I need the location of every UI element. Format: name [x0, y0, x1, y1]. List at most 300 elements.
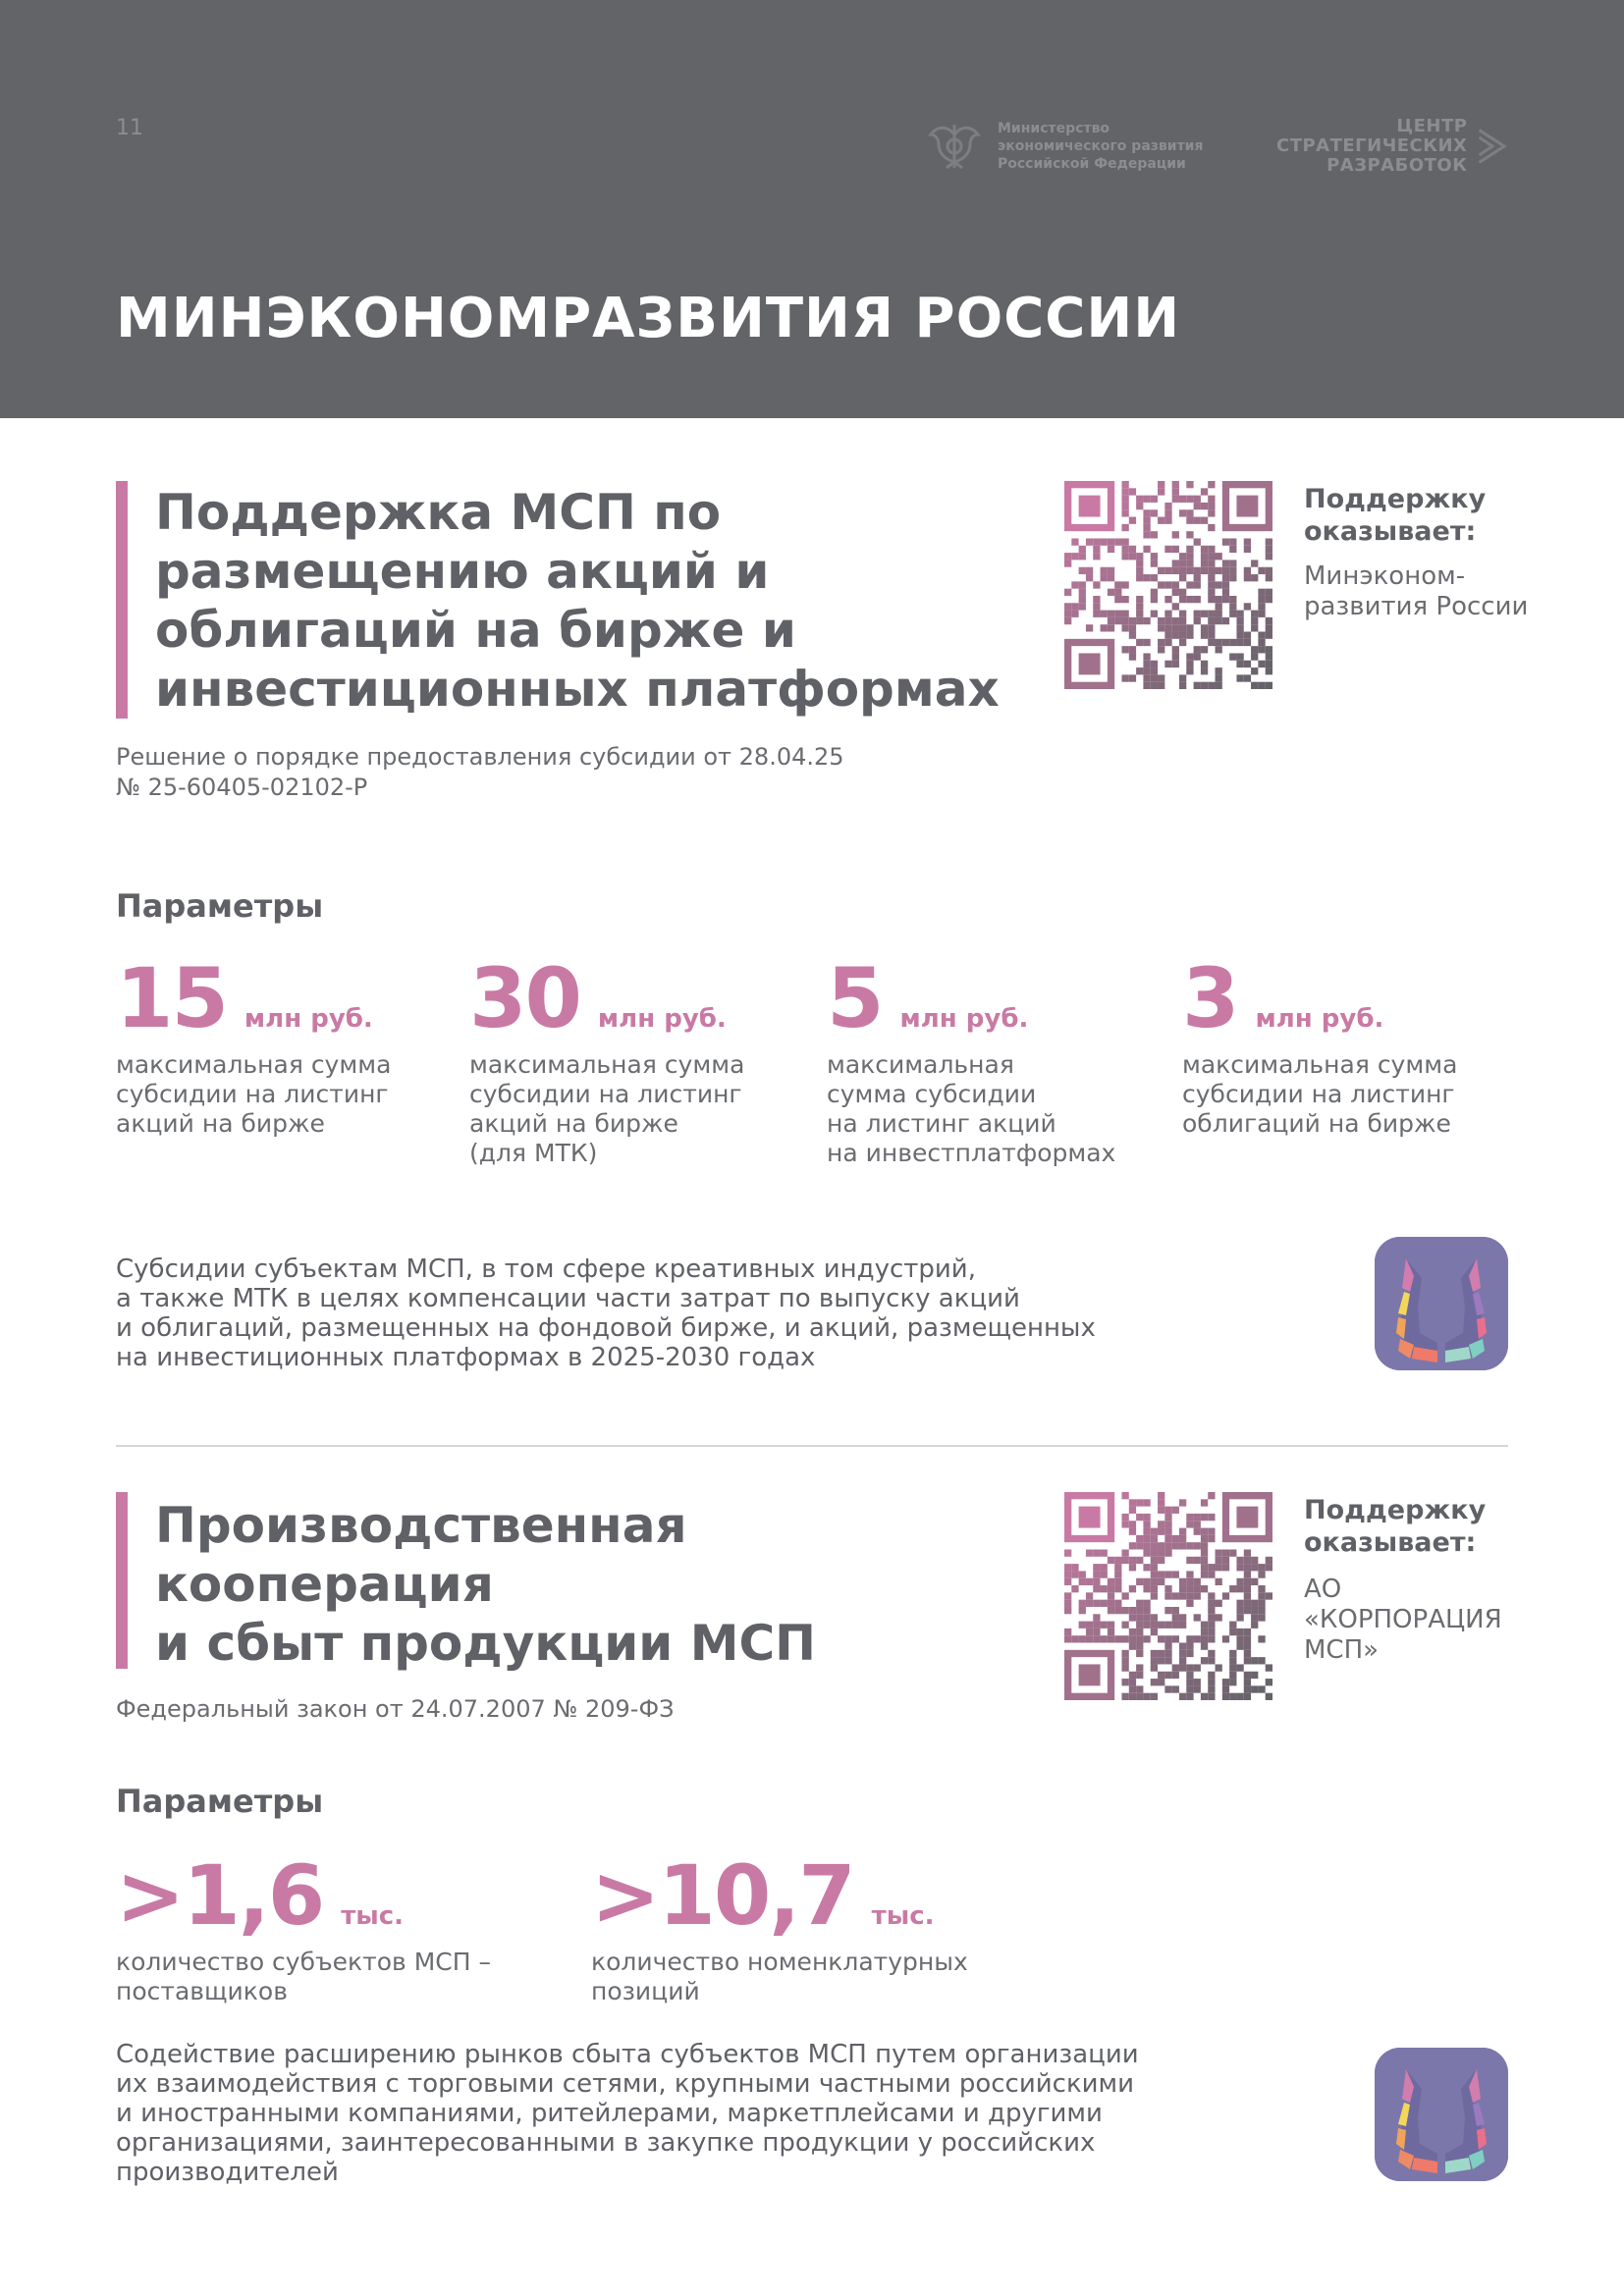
qr-finder — [1236, 1507, 1258, 1528]
qr-module — [1266, 632, 1272, 639]
qr-module — [1121, 1635, 1128, 1642]
qr-module — [1064, 589, 1071, 596]
qr-module — [1201, 1528, 1208, 1535]
qr-module — [1266, 1557, 1272, 1564]
qr-module — [1244, 1607, 1251, 1614]
qr-module — [1164, 1542, 1171, 1549]
section2-app-icon[interactable] — [1375, 2048, 1508, 2181]
qr-module — [1208, 624, 1215, 631]
qr-module — [1172, 661, 1179, 667]
qr-module — [1101, 624, 1108, 631]
qr-module — [1164, 1635, 1171, 1642]
qr-module — [1216, 1549, 1222, 1556]
qr-module — [1079, 1571, 1086, 1577]
qr-module — [1158, 1679, 1164, 1685]
qr-module — [1136, 1600, 1143, 1607]
qr-module — [1129, 1607, 1136, 1614]
qr-module — [1121, 524, 1128, 531]
qr-module — [1172, 1635, 1179, 1642]
qr-module — [1172, 1622, 1179, 1629]
qr-module — [1208, 1635, 1215, 1642]
qr-module — [1143, 1614, 1150, 1621]
qr-module — [1179, 496, 1186, 503]
qr-module — [1258, 1657, 1265, 1664]
qr-module — [1194, 1679, 1201, 1685]
qr-module — [1201, 682, 1208, 689]
qr-module — [1208, 589, 1215, 596]
qr-module — [1186, 1679, 1193, 1685]
qr-module — [1194, 1514, 1201, 1521]
qr-module — [1244, 1635, 1251, 1642]
qr-module — [1129, 488, 1136, 495]
qr-module — [1236, 1693, 1243, 1700]
qr-module — [1121, 1521, 1128, 1527]
qr-module — [1179, 553, 1186, 560]
qr-module — [1064, 553, 1071, 560]
qr-module — [1251, 1622, 1258, 1629]
qr-module — [1194, 1528, 1201, 1535]
qr-module — [1194, 1614, 1201, 1621]
qr-module — [1186, 596, 1193, 603]
qr-module — [1186, 567, 1193, 574]
qr-module — [1121, 1693, 1128, 1700]
qr-module — [1216, 639, 1222, 646]
qr-module — [1194, 538, 1201, 545]
qr-module — [1151, 553, 1158, 560]
qr-module — [1216, 1614, 1222, 1621]
qr-module — [1186, 1557, 1193, 1564]
qr-module — [1208, 682, 1215, 689]
qr-module — [1244, 1592, 1251, 1599]
qr-module — [1164, 1571, 1171, 1577]
qr-module — [1194, 646, 1201, 653]
qr-module — [1201, 661, 1208, 667]
qr-module — [1129, 1643, 1136, 1650]
qr-module — [1216, 1664, 1222, 1671]
qr-module — [1172, 481, 1179, 488]
qr-module — [1172, 624, 1179, 631]
qr-module — [1179, 574, 1186, 581]
qr-module — [1101, 1600, 1108, 1607]
qr-module — [1136, 1643, 1143, 1650]
qr-module — [1129, 1499, 1136, 1506]
qr-module — [1201, 1549, 1208, 1556]
qr-module — [1136, 1607, 1143, 1614]
qr-module — [1129, 1614, 1136, 1621]
qr-module — [1143, 1549, 1150, 1556]
qr-module — [1143, 1542, 1150, 1549]
qr-module — [1151, 1535, 1158, 1542]
qr-module — [1172, 1542, 1179, 1549]
qr-module — [1158, 1521, 1164, 1527]
qr-module — [1114, 1600, 1121, 1607]
section1-params-label: Параметры — [116, 887, 324, 925]
qr-module — [1266, 596, 1272, 603]
qr-module — [1136, 574, 1143, 581]
qr-module — [1108, 624, 1114, 631]
page-number: 11 — [116, 116, 143, 140]
qr-module — [1216, 553, 1222, 560]
qr-module — [1129, 1521, 1136, 1527]
qr-module — [1108, 1607, 1114, 1614]
qr-module — [1136, 1650, 1143, 1657]
qr-module — [1251, 574, 1258, 581]
qr-module — [1186, 653, 1193, 660]
qr-module — [1136, 596, 1143, 603]
qr-module — [1086, 624, 1093, 631]
qr-module — [1143, 661, 1150, 667]
qr-module — [1129, 632, 1136, 639]
section2-accent-bar — [116, 1492, 128, 1669]
qr-module — [1208, 611, 1215, 617]
qr-module — [1208, 1607, 1215, 1614]
csr-mark-icon — [1475, 117, 1512, 176]
qr-module — [1158, 488, 1164, 495]
qr-module — [1143, 1514, 1150, 1521]
qr-module — [1164, 1535, 1171, 1542]
qr-module — [1093, 581, 1100, 588]
qr-module — [1222, 1564, 1229, 1571]
qr-module — [1194, 496, 1201, 503]
qr-module — [1129, 617, 1136, 624]
qr-module — [1129, 646, 1136, 653]
qr-module — [1172, 653, 1179, 660]
section2-qr-code[interactable] — [1064, 1492, 1272, 1700]
qr-module — [1194, 617, 1201, 624]
section1-stat — [469, 950, 745, 1168]
section1-support-label: Поддержку оказывает: — [1304, 484, 1487, 547]
qr-module — [1093, 546, 1100, 553]
qr-module — [1093, 603, 1100, 610]
qr-module — [1186, 1571, 1193, 1577]
qr-module — [1208, 509, 1215, 516]
stat-value: >1,6 — [116, 1847, 324, 1944]
qr-module — [1164, 1521, 1171, 1527]
qr-module — [1158, 1492, 1164, 1499]
qr-module — [1236, 1564, 1243, 1571]
qr-module — [1114, 617, 1121, 624]
qr-module — [1143, 546, 1150, 553]
qr-module — [1179, 1657, 1186, 1664]
stat-unit: млн руб. — [244, 1004, 373, 1034]
qr-module — [1164, 1685, 1171, 1692]
qr-module — [1251, 1564, 1258, 1571]
qr-module — [1244, 639, 1251, 646]
qr-module — [1266, 1564, 1272, 1571]
qr-module — [1216, 682, 1222, 689]
qr-module — [1236, 1557, 1243, 1564]
qr-module — [1222, 1679, 1229, 1685]
qr-module — [1064, 1629, 1071, 1635]
qr-module — [1079, 589, 1086, 596]
qr-module — [1101, 1549, 1108, 1556]
qr-module — [1236, 639, 1243, 646]
stat-value: 5 — [827, 950, 883, 1046]
stat-description: максимальная сумма субсидии на листинг акций на инвестплатформах — [827, 1050, 1116, 1167]
qr-module — [1143, 531, 1150, 538]
qr-module — [1229, 574, 1236, 581]
qr-module — [1079, 546, 1086, 553]
qr-module — [1186, 1643, 1193, 1650]
qr-module — [1236, 1585, 1243, 1592]
qr-module — [1158, 1528, 1164, 1535]
qr-module — [1258, 596, 1265, 603]
qr-module — [1172, 1607, 1179, 1614]
qr-module — [1086, 538, 1093, 545]
qr-module — [1121, 596, 1128, 603]
qr-module — [1179, 1693, 1186, 1700]
qr-module — [1179, 632, 1186, 639]
qr-module — [1194, 611, 1201, 617]
qr-module — [1186, 1664, 1193, 1671]
qr-module — [1208, 1622, 1215, 1629]
qr-module — [1164, 1585, 1171, 1592]
qr-module — [1143, 1607, 1150, 1614]
qr-module — [1186, 553, 1193, 560]
qr-module — [1108, 611, 1114, 617]
qr-module — [1143, 682, 1150, 689]
qr-module — [1143, 639, 1150, 646]
qr-module — [1251, 682, 1258, 689]
section1-qr-code[interactable] — [1064, 481, 1272, 689]
qr-module — [1244, 1549, 1251, 1556]
qr-module — [1208, 581, 1215, 588]
qr-module — [1266, 1693, 1272, 1700]
qr-module — [1121, 617, 1128, 624]
qr-module — [1158, 567, 1164, 574]
section2-subtitle: Федеральный закон от 24.07.2007 № 209-ФЗ — [116, 1695, 675, 1723]
qr-module — [1251, 1657, 1258, 1664]
qr-module — [1151, 1664, 1158, 1671]
qr-module — [1143, 524, 1150, 531]
qr-module — [1208, 1657, 1215, 1664]
qr-module — [1129, 1693, 1136, 1700]
qr-module — [1121, 674, 1128, 681]
section-divider — [116, 1445, 1508, 1447]
qr-module — [1108, 589, 1114, 596]
qr-module — [1244, 1643, 1251, 1650]
qr-module — [1258, 1685, 1265, 1692]
qr-module — [1158, 674, 1164, 681]
qr-module — [1201, 1657, 1208, 1664]
qr-module — [1266, 574, 1272, 581]
qr-module — [1079, 1578, 1086, 1585]
qr-module — [1172, 1664, 1179, 1671]
qr-module — [1086, 1629, 1093, 1635]
qr-module — [1244, 1650, 1251, 1657]
qr-module — [1151, 509, 1158, 516]
app-logo-icon — [1375, 2048, 1508, 2181]
stat-unit: млн руб. — [1255, 1004, 1384, 1034]
qr-module — [1186, 1685, 1193, 1692]
qr-module — [1208, 1514, 1215, 1521]
qr-module — [1194, 1685, 1201, 1692]
qr-module — [1143, 1499, 1150, 1506]
qr-module — [1064, 1592, 1071, 1599]
qr-module — [1086, 567, 1093, 574]
qr-module — [1114, 1564, 1121, 1571]
qr-module — [1201, 646, 1208, 653]
qr-module — [1108, 617, 1114, 624]
qr-module — [1208, 496, 1215, 503]
qr-module — [1216, 581, 1222, 588]
qr-module — [1101, 1564, 1108, 1571]
qr-module — [1201, 1693, 1208, 1700]
qr-module — [1114, 1578, 1121, 1585]
qr-module — [1244, 661, 1251, 667]
qr-module — [1222, 1685, 1229, 1692]
qr-module — [1201, 517, 1208, 524]
section1-stat — [827, 950, 1116, 1168]
qr-module — [1114, 538, 1121, 545]
qr-module — [1093, 1571, 1100, 1577]
qr-module — [1179, 567, 1186, 574]
qr-module — [1093, 1585, 1100, 1592]
qr-module — [1121, 553, 1128, 560]
qr-module — [1186, 1514, 1193, 1521]
qr-module — [1266, 553, 1272, 560]
qr-module — [1216, 567, 1222, 574]
qr-module — [1244, 1657, 1251, 1664]
qr-module — [1201, 1635, 1208, 1642]
qr-module — [1179, 1622, 1186, 1629]
qr-module — [1136, 1578, 1143, 1585]
qr-module — [1236, 611, 1243, 617]
qr-module — [1071, 538, 1078, 545]
section1-app-icon[interactable] — [1375, 1237, 1508, 1370]
qr-module — [1222, 1635, 1229, 1642]
qr-module — [1158, 581, 1164, 588]
qr-module — [1114, 1635, 1121, 1642]
qr-module — [1208, 1679, 1215, 1685]
qr-module — [1201, 503, 1208, 509]
qr-module — [1251, 667, 1258, 674]
qr-module — [1208, 503, 1215, 509]
qr-module — [1222, 1549, 1229, 1556]
qr-module — [1186, 546, 1193, 553]
qr-module — [1266, 661, 1272, 667]
qr-module — [1143, 1693, 1150, 1700]
qr-module — [1143, 1578, 1150, 1585]
qr-module — [1258, 1585, 1265, 1592]
qr-module — [1164, 1507, 1171, 1514]
qr-module — [1229, 560, 1236, 566]
qr-module — [1108, 1557, 1114, 1564]
qr-module — [1194, 596, 1201, 603]
qr-module — [1179, 617, 1186, 624]
section2-support-label: Поддержку оказывает: — [1304, 1495, 1487, 1558]
qr-module — [1244, 674, 1251, 681]
qr-module — [1201, 1643, 1208, 1650]
qr-module — [1164, 1607, 1171, 1614]
qr-module — [1258, 682, 1265, 689]
qr-module — [1129, 624, 1136, 631]
qr-module — [1208, 1650, 1215, 1657]
qr-module — [1194, 1542, 1201, 1549]
qr-module — [1164, 517, 1171, 524]
qr-module — [1208, 1528, 1215, 1535]
qr-module — [1136, 567, 1143, 574]
qr-module — [1266, 1679, 1272, 1685]
qr-module — [1236, 1643, 1243, 1650]
qr-module — [1229, 1585, 1236, 1592]
qr-module — [1208, 574, 1215, 581]
qr-module — [1266, 589, 1272, 596]
qr-module — [1158, 1622, 1164, 1629]
qr-module — [1158, 1571, 1164, 1577]
qr-module — [1222, 617, 1229, 624]
qr-module — [1158, 517, 1164, 524]
qr-module — [1258, 1564, 1265, 1571]
qr-module — [1201, 1499, 1208, 1506]
qr-module — [1064, 1571, 1071, 1577]
qr-module — [1143, 509, 1150, 516]
qr-module — [1158, 646, 1164, 653]
stat-description: максимальная сумма субсидии на листинг акций на бирже (для МТК) — [469, 1050, 745, 1167]
qr-module — [1158, 682, 1164, 689]
qr-module — [1129, 1629, 1136, 1635]
qr-module — [1201, 488, 1208, 495]
qr-module — [1129, 517, 1136, 524]
qr-module — [1158, 1650, 1164, 1657]
section2-title: Производственная кооперация и сбыт продукции МСП — [155, 1497, 817, 1672]
qr-module — [1121, 488, 1128, 495]
qr-module — [1151, 1549, 1158, 1556]
qr-module — [1114, 1557, 1121, 1564]
qr-module — [1208, 617, 1215, 624]
qr-module — [1186, 1578, 1193, 1585]
qr-module — [1244, 1585, 1251, 1592]
qr-module — [1208, 1592, 1215, 1599]
qr-module — [1164, 1672, 1171, 1679]
qr-module — [1143, 517, 1150, 524]
qr-module — [1208, 639, 1215, 646]
qr-module — [1121, 1622, 1128, 1629]
qr-module — [1093, 1622, 1100, 1629]
qr-module — [1129, 1564, 1136, 1571]
qr-module — [1079, 553, 1086, 560]
qr-module — [1136, 603, 1143, 610]
qr-module — [1236, 1578, 1243, 1585]
qr-module — [1179, 674, 1186, 681]
qr-module — [1079, 567, 1086, 574]
qr-module — [1229, 538, 1236, 545]
qr-module — [1101, 611, 1108, 617]
qr-module — [1194, 517, 1201, 524]
qr-module — [1121, 1592, 1128, 1599]
qr-module — [1164, 661, 1171, 667]
header-band — [0, 0, 1624, 418]
stat-unit: млн руб. — [597, 1004, 727, 1034]
qr-module — [1158, 1557, 1164, 1564]
qr-module — [1179, 1664, 1186, 1671]
qr-module — [1244, 567, 1251, 574]
qr-module — [1258, 1571, 1265, 1577]
qr-module — [1208, 1571, 1215, 1577]
qr-module — [1108, 1629, 1114, 1635]
qr-module — [1216, 611, 1222, 617]
qr-module — [1143, 1528, 1150, 1535]
qr-module — [1093, 1549, 1100, 1556]
qr-module — [1129, 1685, 1136, 1692]
qr-module — [1258, 639, 1265, 646]
qr-module — [1143, 1635, 1150, 1642]
section1-support-org: Минэконом- развития России — [1304, 561, 1529, 621]
qr-module — [1086, 1635, 1093, 1642]
qr-module — [1179, 509, 1186, 516]
qr-module — [1164, 546, 1171, 553]
qr-module — [1236, 1664, 1243, 1671]
